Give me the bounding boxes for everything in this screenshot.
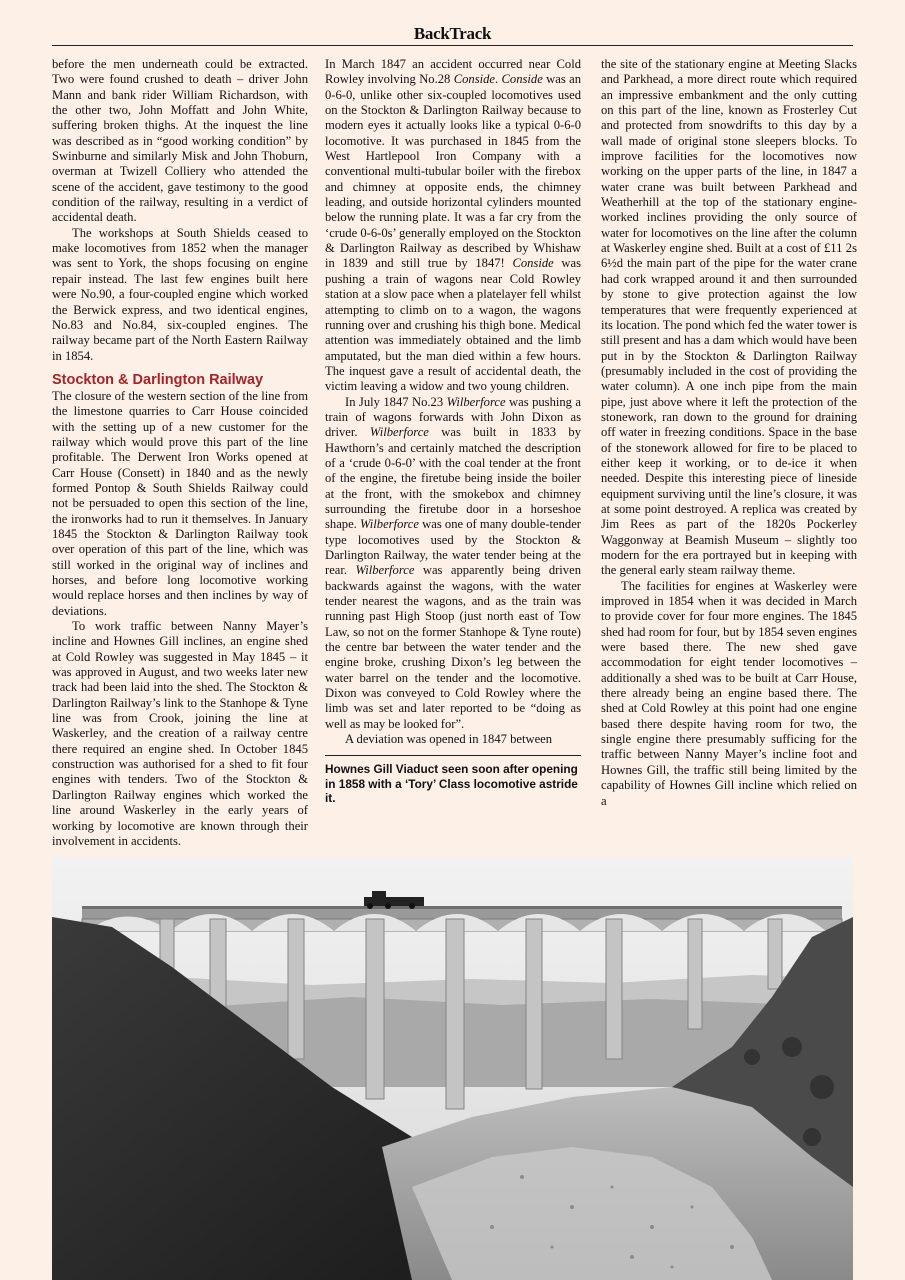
column-3 bbox=[601, 57, 857, 809]
column-1 bbox=[52, 57, 308, 849]
paragraph: To work traffic between Nanny Mayer’s incline and Hownes Gill inclines, an engine shed at Cold Rowley was suggested in May 1845 – it was approved in August, and two weeks later new track had been laid into the shed. The Stockton & Darlington Railway’s link to the Stanhope & Tyne line was from Crook, joining the line at Waskerley, and the creation of a railway centre there required an engine shed. In October 1845 construction was authorised for a shed to fit four engines with tenders. Two of the Stockton & Darlington Railway engines which worked the line around Waskerley in the early years of working by locomotive are known through their involvement in accidents. bbox=[52, 619, 308, 848]
paragraph: The facilities for engines at Waskerley were improved in 1854 when it was decided in March to provide cover for four more engines. The 1845 shed had room for four, but by 1854 seven engines were based there. The new shed gave accommodation for eight tender locomotives – additionally a shed was to be built at Carr House, there already being an engine based there. The shed at Cold Rowley at this point had one engine based there despite having room for two, the single engine there presumably sufficing for the traffic between Nanny Mayer’s incline foot and Hownes Gill, the traffic still being limited by the capability of Hownes Gill incline which relied on a bbox=[601, 578, 857, 808]
loco-name: Wilberforce bbox=[446, 394, 506, 409]
paragraph: In July 1847 No.23 Wilberforce was pushing a train of wagons forwards with John Dixon as driver. Wilberforce was built in 1833 by Hawthorn’s and certainly matched the description of a ‘crude 0-6-0’ with the coal tender at the front of the engine, the firetube being inside the boiler at the front, with the smokebox and chimney surrounding the firetube door in a horseshoe shape. Wilberforce was one of many double-tender type locomotives used by the Stockton & Darlington Railway, the water tender being at the rear. Wilberforce was apparently being driven backwards against the wagons, with the water tender nearest the wagons, and as the train was running past High Stoop (just north east of Tow Law, so not on the former Stanhope & Tyne route) the centre bar between the water tender and the engine broke, crushing Dixon’s leg between the water barrel on the tender and the locomotive. Dixon was conveyed to Cold Rowley where the limb was set and later reported to be “doing as well as may be looked for”. bbox=[325, 394, 582, 731]
section-heading: Stockton & Darlington Railway bbox=[52, 371, 264, 388]
loco-name: Wilberforce bbox=[355, 563, 415, 578]
paragraph: A deviation was opened in 1847 between bbox=[345, 732, 553, 747]
header-rule bbox=[52, 45, 853, 46]
loco-name: Wilberforce bbox=[369, 425, 429, 440]
photo-caption: Hownes Gill Viaduct seen soon after opening in 1858 with a ‘Tory’ Class locomotive astride it. bbox=[325, 762, 578, 806]
loco-name: Conside bbox=[512, 256, 554, 271]
caption-rule bbox=[325, 755, 581, 756]
masthead: BackTrack bbox=[413, 24, 492, 43]
paragraph: The workshops at South Shields ceased to make locomotives from 1852 when the manager was sent to York, the shops focusing on engine repair instead. The last few engines built here were No.90, a four-coupled engine which worked the Berwick express, and two identical engines, No.83 and No.84, six-coupled engines. The railway became part of the North Eastern Railway in 1854. bbox=[52, 225, 308, 363]
loco-name: Conside bbox=[453, 72, 495, 87]
paragraph: In March 1847 an accident occurred near Cold Rowley involving No.28 Conside. Conside was an 0-6-0, unlike other six-coupled locomotives used on the Stockton & Darlington Railway because to modern eyes it actually looks like a typical 0-6-0 locomotive. It was purchased in 1845 from the West Hartlepool Iron Company with a conventional multi-tubular boiler with the firebox and chimney at opposite ends, the chimney leading, and outside horizontal cylinders mounted below the running plate. It was a far cry from the ‘crude 0-6-0s’ generally employed on the Stockton & Darlington Railway as described by Whishaw in 1839 and still true by 1847! Conside was pushing a train of wagons near Cold Rowley station at a slow pace when a platelayer fell whilst attempting to climb on to a wagon, the wagons running over and crushing his thigh bone. Medical attention was immediately obtained and the limb amputated, but the man died within a few hours. The inquest gave a result of accidental death, the victim leaving a widow and two young children. bbox=[325, 57, 581, 394]
viaduct-illustration bbox=[52, 857, 853, 1280]
loco-name: Conside bbox=[501, 72, 543, 87]
paragraph: The closure of the western section of the line from the limestone quarries to Carr House coincided with the setting up of a new customer for the railway which would prove this part of the line profitable. The Derwent Iron Works opened at Carr House (Consett) in 1840 and as the newly formed Pontop & South Shields Railway could not be persuaded to open this section of the line, the ironworks had to run it themselves. In January 1845 the Stockton & Darlington Railway took over operation of this part of the line, which was still worked in the original way of inclines and horses, and before long locomotive working would replace horses and then inclines by way of deviations. bbox=[52, 388, 308, 618]
column-2 bbox=[325, 57, 581, 806]
viaduct-photo bbox=[52, 857, 853, 1280]
paragraph: the site of the stationary engine at Meeting Slacks and Parkhead, a more direct route which required an impressive embankment and the only cutting on this part of the line, known as Frosterley Cut and protected from snowdrifts to this day by a wall made of original stone sleepers blocks. To improve facilities for the locomotives now working on the upper parts of the line, in 1847 a water crane was built between Parkhead and Weatherhill at the top of the stationary engine-worked inclines providing the only source of water for locomotives on the line after the column at Waskerley engine shed. Built at a cost of £11 2s 6½d the main part of the pipe for the water crane had cork wrapped around it and then surrounded by stone to give protection against the low temperatures that were frequently experienced at its location. The pond which fed the water tower is still present and has a dam which would have been put in by the Stockton & Darlington Railway (presumably included in the cost of providing the water column). A one inch pipe from the main pipe, just above where it left the protection of the stonework, ran down to the ground for draining off water in freezing conditions. Space in the base of the stonework allowed for fire to be placed to either keep it working, or to de-ice it when needed. Despite this interesting piece of lineside equipment surviving until the line’s closure, it was at some point destroyed. A replica was created by Jim Rees as part of the 1820s Pockerley Waggonway at Beamish Museum – slightly too modern for the era portrayed but in keeping with the general early steam railway theme. bbox=[601, 57, 857, 578]
loco-name: Wilberforce bbox=[360, 517, 419, 532]
paragraph: before the men underneath could be extracted. Two were found crushed to death – driver John Mann and bank rider William Richardson, with the other two, John Moffatt and John White, suffering broken thighs. At the inquest the line was described as in “good working condition” by Swinburne and similarly Misk and John Thoburn, overman at Twizell Colliery who attended the scene of the accident, gave testimony to the good condition of the railway, resulting in a verdict of accidental death. bbox=[52, 57, 308, 225]
